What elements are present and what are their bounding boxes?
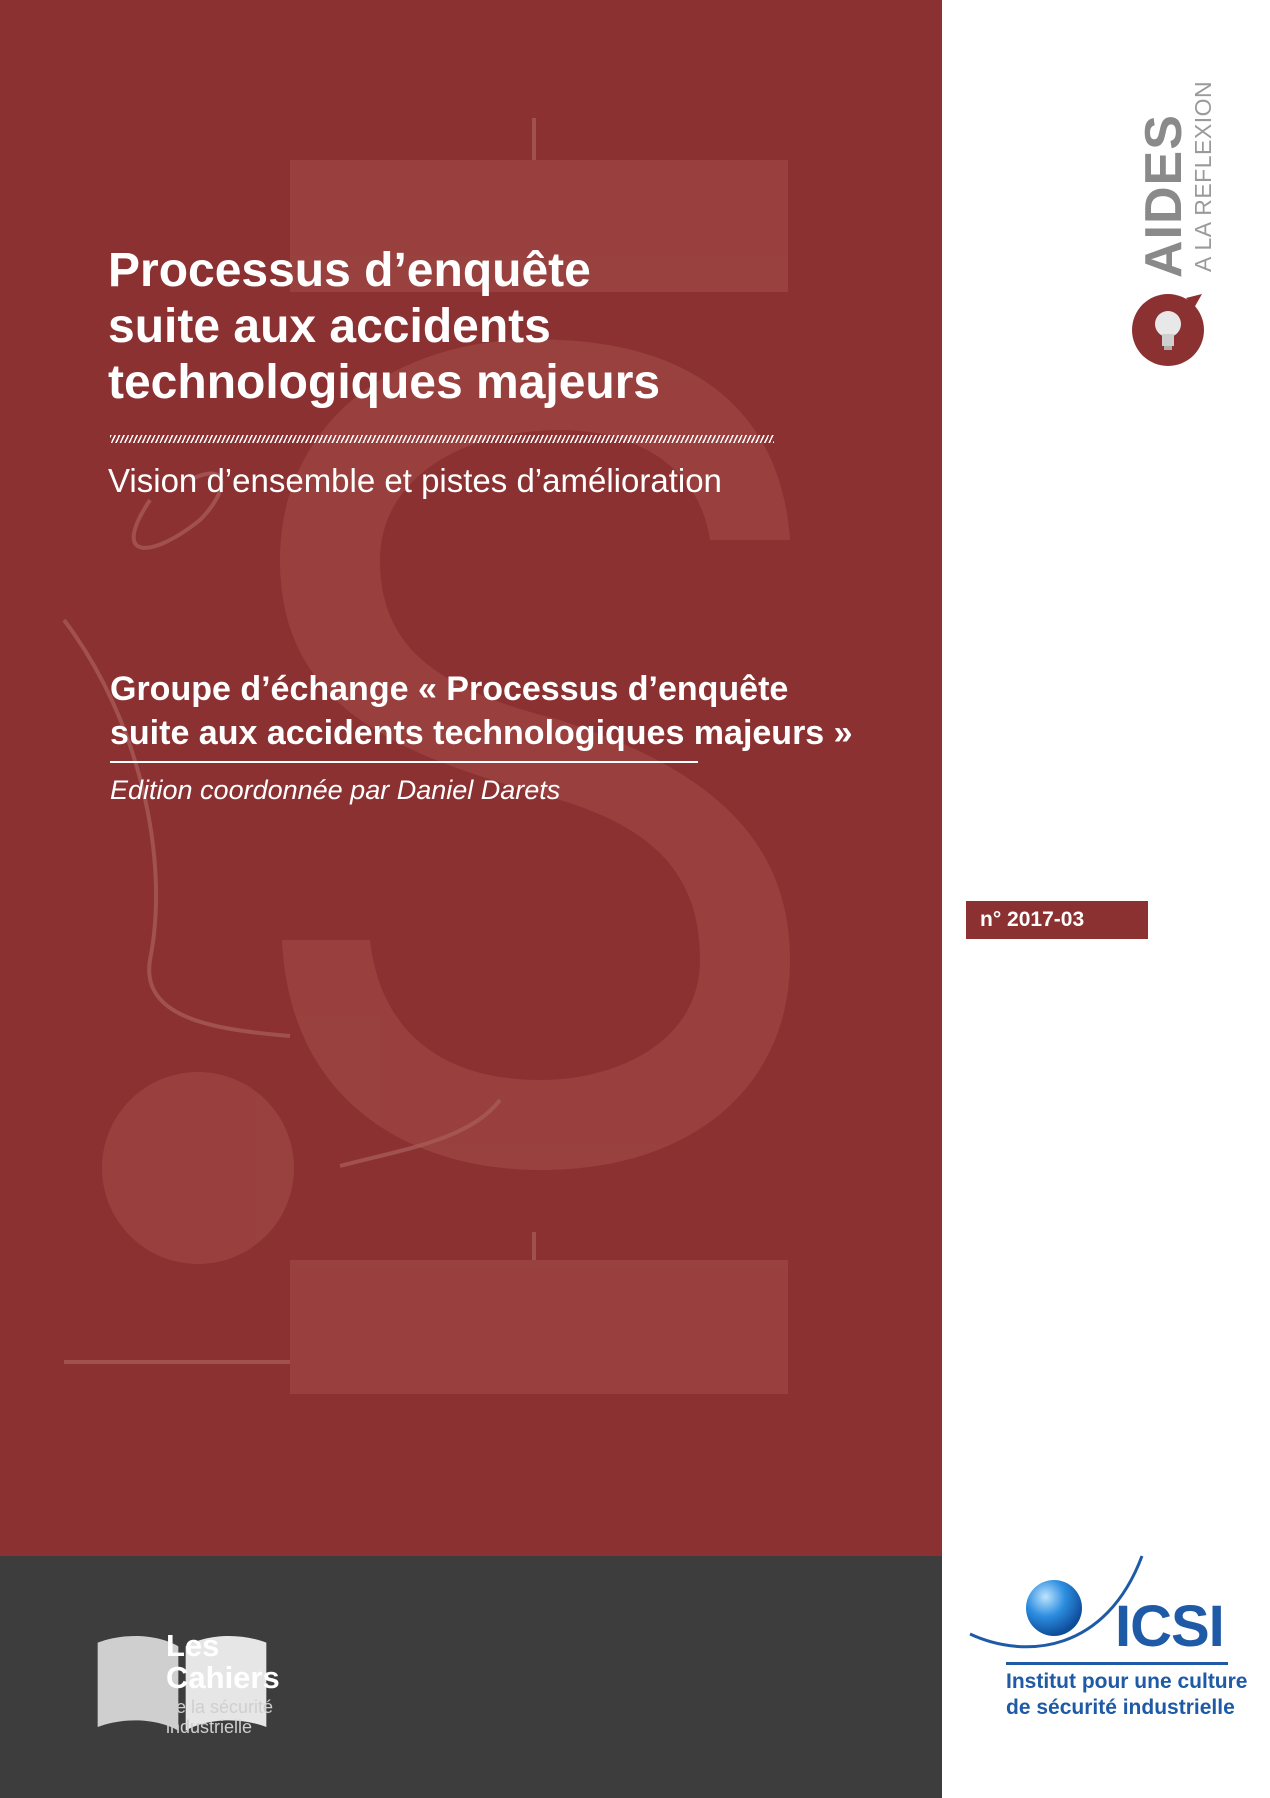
icsi-tagline: Institut pour une culture — [1006, 1670, 1248, 1693]
publisher-logo-word: Cahiers — [166, 1660, 280, 1695]
issue-number-badge: n° 2017-03 — [966, 901, 1148, 939]
series-subtitle: A LA REFLEXION — [1190, 80, 1216, 272]
publisher-logo-sub: de la sécurité — [166, 1697, 274, 1717]
cover-title-line: Processus d’enquête — [108, 244, 591, 297]
group-underline — [110, 761, 698, 763]
cover-subtitle: Vision d’ensemble et pistes d’amélioration — [108, 462, 722, 499]
icsi-wordmark: ICSI — [1115, 1594, 1224, 1659]
working-group-title — [110, 667, 853, 755]
cover-title-line: technologiques majeurs — [108, 356, 661, 409]
cover-white-panel — [942, 0, 1270, 1798]
cover-footer-band — [0, 1556, 942, 1798]
hatched-divider — [110, 435, 774, 443]
icsi-tagline: de sécurité industrielle — [1006, 1696, 1235, 1719]
icsi-divider — [1006, 1662, 1228, 1665]
publisher-logo-sub: industrielle — [166, 1717, 253, 1737]
cover-title — [108, 243, 828, 411]
cover-title-line: suite aux accidents — [108, 300, 551, 353]
lightbulb-icon — [1128, 288, 1208, 368]
series-word: AIDES — [1135, 114, 1193, 278]
editor-credit: Edition coordonnée par Daniel Darets — [110, 775, 561, 805]
publisher-logo-word: Les — [166, 1628, 220, 1663]
working-group-line: suite aux accidents technologiques majeurs » — [110, 714, 853, 752]
working-group-line: Groupe d’échange « Processus d’enquête — [110, 670, 789, 708]
